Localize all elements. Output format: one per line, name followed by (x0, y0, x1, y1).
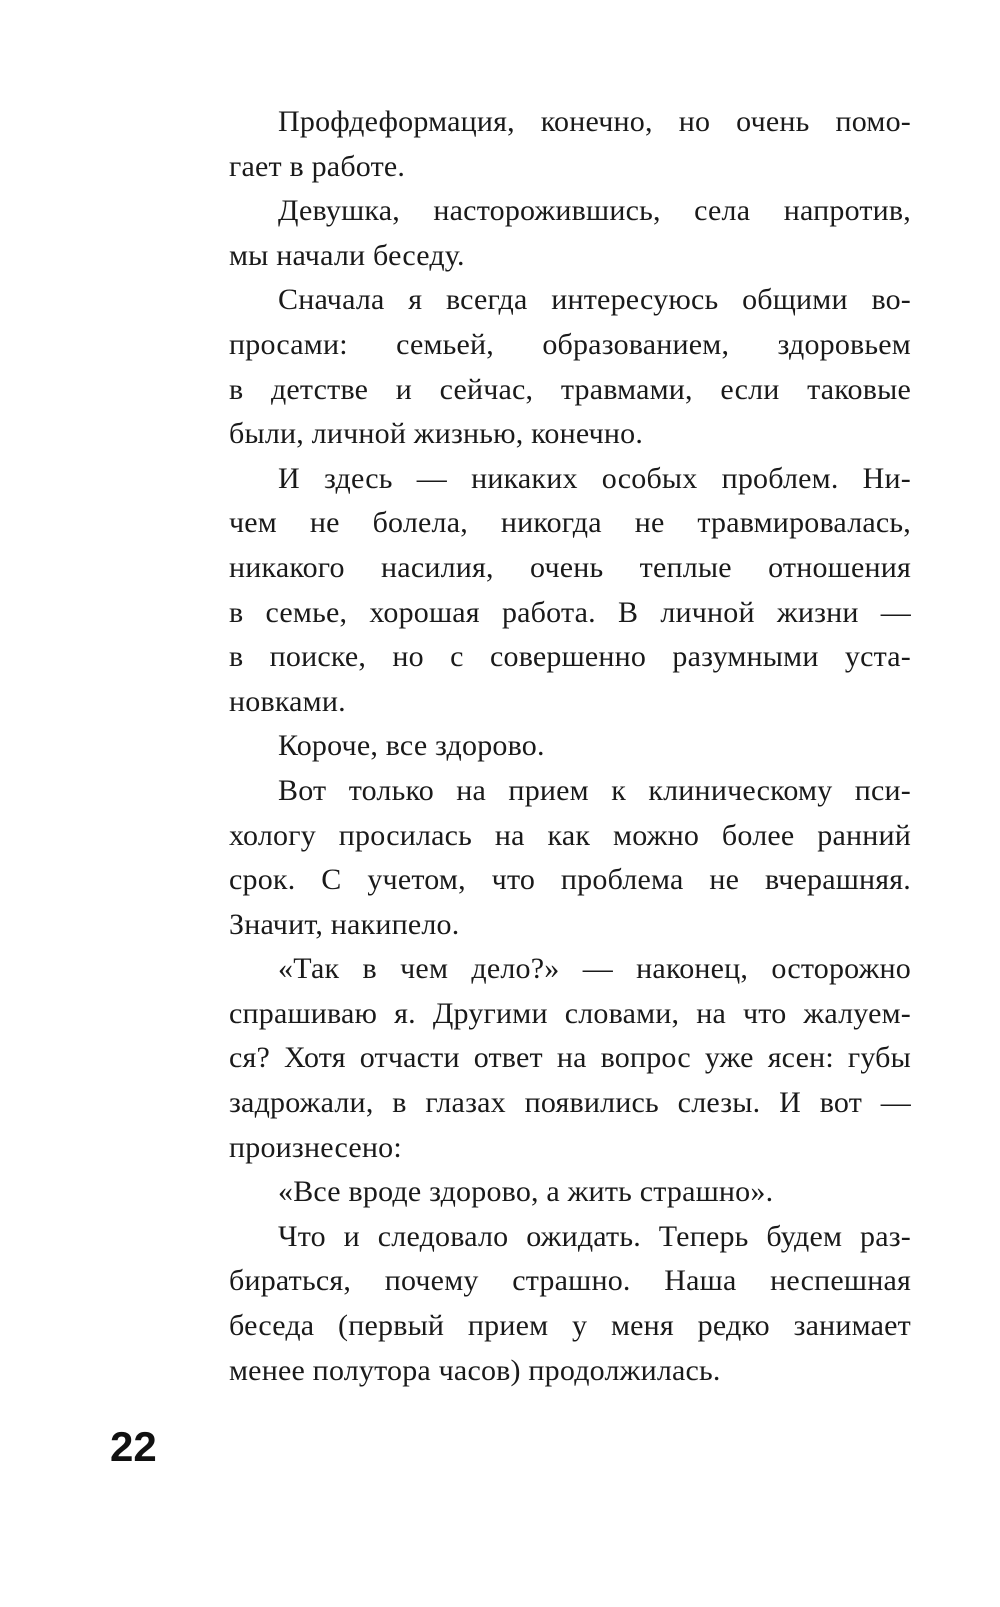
text-line: мы начали беседу. (229, 238, 465, 272)
text-line: Вот только на прием к клиническому пси- (278, 773, 911, 807)
page-number: 22 (110, 1423, 157, 1470)
text-line: спрашиваю я. Другими словами, на что жалуем- (229, 996, 911, 1030)
text-line: беседа (первый прием у меня редко занимает (229, 1309, 911, 1343)
text-line: «Все вроде здорово, а жить страшно». (278, 1175, 774, 1209)
body-text (229, 100, 911, 1393)
text-line: срок. С учетом, что проблема не вчерашняя. (229, 863, 911, 897)
text-line: бираться, почему страшно. Наша неспешная (229, 1264, 911, 1298)
text-line: Значит, накипело. (229, 907, 460, 941)
text-line: И здесь — никаких особых проблем. Ни- (278, 461, 911, 495)
text-line: хологу просилась на как можно более ранний (229, 818, 911, 852)
text-line: никакого насилия, очень теплые отношения (229, 550, 911, 584)
text-line: в семье, хорошая работа. В личной жизни — (229, 595, 911, 629)
text-line: произнесено: (229, 1130, 402, 1164)
text-line: ся? Хотя отчасти ответ на вопрос уже ясен: губы (229, 1041, 911, 1075)
text-line: чем не болела, никогда не травмировалась, (229, 506, 911, 540)
text-line: в поиске, но с совершенно разумными уста- (229, 640, 911, 674)
text-line: были, личной жизнью, конечно. (229, 417, 644, 451)
text-line: Девушка, насторожившись, села напротив, (278, 194, 911, 228)
text-line: «Так в чем дело?» — наконец, осторожно (278, 952, 911, 986)
text-line: гает в работе. (229, 149, 406, 183)
text-line: Сначала я всегда интересуюсь общими во- (278, 283, 911, 317)
text-line: менее полутора часов) продолжилась. (229, 1353, 721, 1387)
text-line: Короче, все здорово. (278, 729, 545, 763)
text-line: задрожали, в глазах появились слезы. И вот — (229, 1086, 911, 1120)
text-line: Профдеформация, конечно, но очень помо- (278, 105, 911, 138)
text-line: в детстве и сейчас, травмами, если таковые (229, 372, 911, 406)
text-line: просами: семьей, образованием, здоровьем (229, 327, 911, 361)
text-line: новками. (229, 684, 346, 718)
text-line: Что и следовало ожидать. Теперь будем раз- (278, 1219, 911, 1253)
